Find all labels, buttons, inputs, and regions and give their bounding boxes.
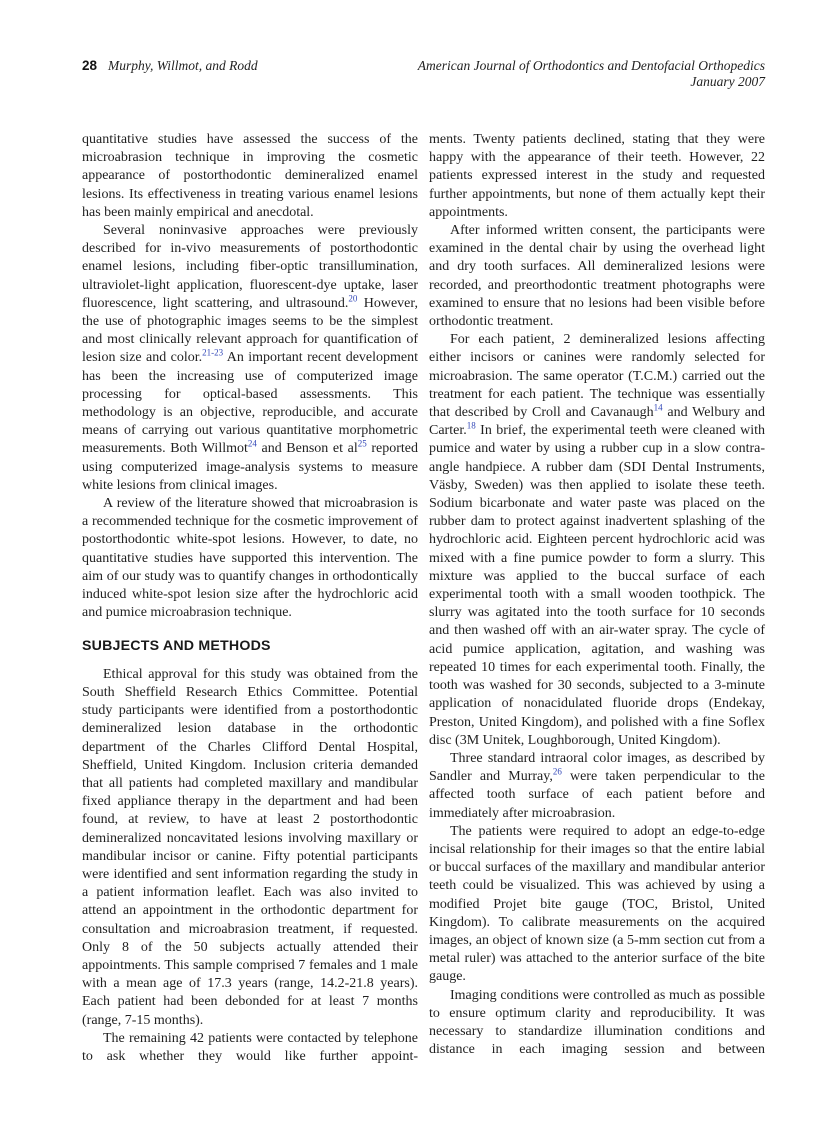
- citation-reference-link[interactable]: 24: [247, 438, 257, 449]
- paragraph: After informed written consent, the participants were examined in the dental chair by using the overhead light and dry tooth surfaces. All demineralized lesions were recorded, and preorthodontic treatment photographs were examined to ensure that no lesions had been visible before orthodontic treatment.: [429, 223, 765, 330]
- header-right: [418, 58, 765, 90]
- paragraph: For each patient, 2 demineralized lesions affecting either incisors or canines were randomly selected for microabrasion. The same operator (T.C.M.) carried out the treatment for each patient. The technique was essentially that described by Croll and Cavanaugh$^{14}$ and Welbury and Carter.$^{18}$ In brief, the experimental teeth were cleaned with pumice and water by using a rubber cup in a slow contra-angle handpiece. A rubber dam (SDI Dental Instruments, Väsby, Sweden) was then applied to isolate these teeth. Sodium bicarbonate and water paste was placed on the rubber dam to protect against inadvertent splashing of the hydrochloric acid. Eighteen percent hydrochloric acid was mixed with a fine pumice powder to form a slurry. This mixture was applied to the buccal surface of each experimental tooth with a small wooden toothpick. The slurry was agitated into the tooth surface for 10 seconds and then washed off with an air-water spray. The cycle of acid pumice application, agitation, and washing was repeated 10 times for each experimental tooth. Finally, the tooth was washed for 30 seconds, subjected to a 3-minute application of nonacidulated fluoride drops (Endekay, Preston, United Kingdom), and polished with a fine Soflex disc (3M Unitek, Loughborough, United Kingdom).: [429, 332, 765, 748]
- journal-issue-date: January 2007: [690, 74, 765, 89]
- article-body: [82, 131, 765, 1066]
- paragraph: Three standard intraoral color images, as described by Sandler and Murray,$^{26}$ were taken perpendicular to the affected tooth surface of each patient before and immediately after microabrasion.: [429, 750, 765, 821]
- citation-reference-link[interactable]: 26: [552, 766, 562, 777]
- journal-title: American Journal of Orthodontics and Dentofacial Orthopedics: [417, 58, 765, 73]
- page-number: 28: [82, 58, 98, 73]
- paragraph: The patients were required to adopt an edge-to-edge incisal relationship for their images so that the entire labial or buccal surfaces of the maxillary and mandibular anterior teeth could be visualized. This was achieved by using a modified Projet bite gauge (TOC, Bristol, United Kingdom). To calibrate measurements on the acquired images, an object of known size (a 5-mm section cut from a metal ruler) was attached to the anterior surface of the bite gauge.: [429, 823, 765, 985]
- citation-reference-link[interactable]: 25: [357, 438, 367, 449]
- citation-reference-link[interactable]: 21-23: [202, 347, 224, 358]
- section-heading: SUBJECTS AND METHODS: [82, 638, 271, 655]
- paragraph: quantitative studies have assessed the success of the microabrasion technique in improving the cosmetic appearance of postorthodontic demineralized enamel lesions. Its effectiveness in treating various enamel lesions has been mainly empirical and anecdotal.: [82, 132, 418, 220]
- right-column: [429, 131, 765, 1066]
- paragraph: The remaining 42 patients were contacted by telephone to ask whether they would like further appoint-: [82, 1030, 418, 1064]
- paragraph: Imaging conditions were controlled as much as possible to ensure optimum clarity and reproducibility. It was necessary to standardize illumination conditions and distance in each imaging session and between: [429, 987, 765, 1058]
- left-column: [82, 131, 418, 1066]
- citation-reference-link[interactable]: 20: [348, 293, 358, 304]
- paragraph: Ethical approval for this study was obtained from the South Sheffield Research Ethics Committee. Potential study participants were identified from a postorthodontic demineralized lesion database in the orthodontic department of the Charles Clifford Dental Hospital, Sheffield, United Kingdom. Inclusion criteria demanded that all patients had completed maxillary and mandibular fixed appliance therapy in the department and had been found, at review, to have at least 2 postorthodontic demineralized noncavitated lesions involving maxillary or mandibular incisor or canine. Fifty potential participants were identified and sent information regarding the study in a patient information leaflet. Each was also invited to attend an appointment in the orthodontic department for consultation and microabrasion treatment, if requested. Only 8 of the 50 subjects actually attended their appointments. This sample comprised 7 females and 1 male with a mean age of 17.3 years (range, 14.2-21.8 years). Each patient had been debonded for at least 7 months (range, 7-15 months).: [82, 666, 418, 1028]
- citation-reference-link[interactable]: 14: [653, 402, 663, 413]
- running-header: [82, 58, 765, 90]
- paragraph: A review of the literature showed that microabrasion is a recommended technique for the cosmetic improvement of postorthodontic white-spot lesions. However, to date, no quantitative studies have supported this intervention. The aim of our study was to quantify changes in orthodontically induced white-spot lesion size after the hydrochloric acid and pumice microabrasion technique.: [82, 496, 418, 621]
- header-left: [82, 58, 258, 74]
- running-authors: Murphy, Willmot, and Rodd: [108, 58, 258, 73]
- citation-reference-link[interactable]: 18: [466, 420, 476, 431]
- paragraph: ments. Twenty patients declined, stating that they were happy with the appearance of their teeth. However, 22 patients expressed interest in the study and requested further appointments, but none of them actually kept their appointments.: [429, 132, 765, 220]
- paragraph: Several noninvasive approaches were previously described for in-vivo measurements of postorthodontic enamel lesions, including fiber-optic transillumination, ultraviolet-light application, fluorescent-dye uptake, laser fluorescence, light scattering, and ultrasound.$^{20}$ However, the use of photographic images seems to be the simplest and most clinically relevant approach for quantification of lesion size and color.$^{21-23}$ An important recent development has been the increasing use of computerized image processing for optical-based assessments. This methodology is an objective, reproducible, and accurate means of carrying out various quantitative morphometric measurements. Both Willmot$^{24}$ and Benson et al$^{25}$ reported using computerized image-analysis systems to measure white lesions from clinical images.: [82, 223, 418, 493]
